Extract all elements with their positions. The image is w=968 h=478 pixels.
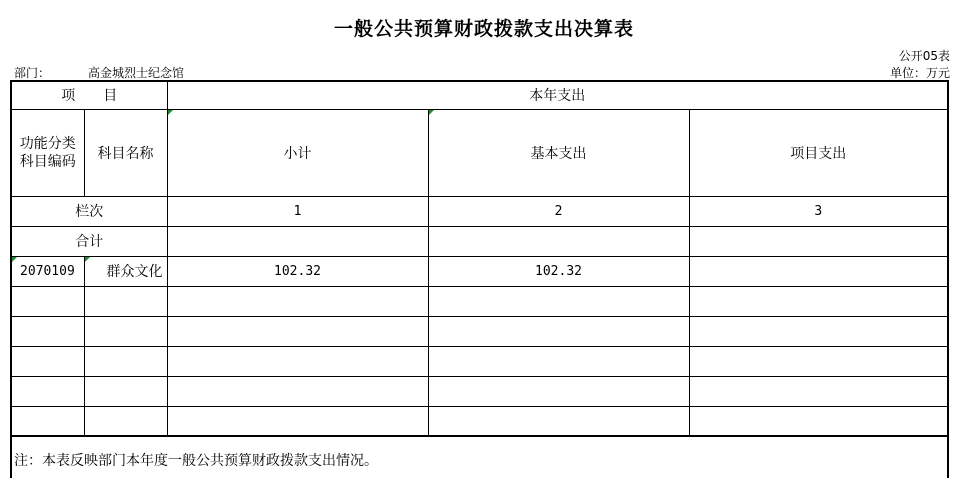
total-label: 合计 (11, 226, 167, 256)
total-project (689, 226, 948, 256)
form-code: 公开05表 (898, 49, 950, 63)
unit-label: 单位：万元 (889, 66, 950, 80)
total-subtotal (167, 226, 428, 256)
footnote: 注：本表反映部门本年度一般公共预算财政拨款支出情况。 (14, 453, 378, 469)
column-seq-label: 栏次 (11, 196, 167, 226)
header-item: 项 目 (11, 81, 167, 109)
header-subject-name: 科目名称 (84, 109, 167, 196)
column-number-1: 1 (167, 196, 428, 226)
header-subtotal: 小计 (167, 109, 428, 196)
department-line (14, 64, 185, 81)
expenditure-table (10, 80, 949, 437)
total-basic (428, 226, 689, 256)
row-basic: 102.32 (428, 256, 689, 286)
table-row-empty (11, 406, 948, 436)
department-label: 部门： (14, 66, 51, 80)
header-current-year: 本年支出 (167, 81, 948, 109)
column-number-2: 2 (428, 196, 689, 226)
header-project: 项目支出 (689, 109, 948, 196)
row-func-code: 2070109 (11, 256, 84, 286)
column-number-3: 3 (689, 196, 948, 226)
row-project (689, 256, 948, 286)
table-row-empty (11, 376, 948, 406)
table-row (11, 256, 948, 286)
department-value: 高金城烈士纪念馆 (88, 66, 185, 80)
table-row-empty (11, 286, 948, 316)
row-subject-name: 群众文化 (84, 256, 167, 286)
header-func-code: 功能分类科目编码 (11, 109, 84, 196)
table-row-empty (11, 316, 948, 346)
header-basic: 基本支出 (428, 109, 689, 196)
table-row-empty (11, 346, 948, 376)
page-title: 一般公共预算财政拨款支出决算表 (333, 18, 634, 40)
row-subtotal: 102.32 (167, 256, 428, 286)
